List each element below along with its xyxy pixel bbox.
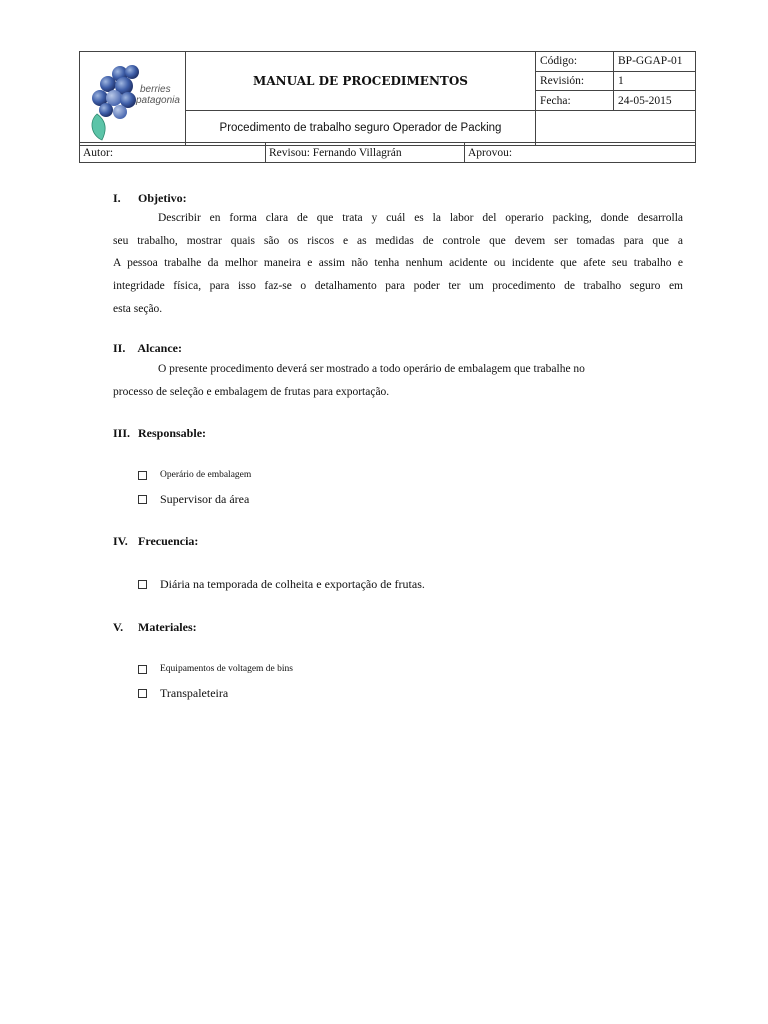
- section-number: I.: [113, 191, 121, 205]
- section-number: II.: [113, 341, 126, 355]
- paragraph-line: esta seção.: [113, 302, 163, 315]
- section-title: Materiales:: [138, 620, 197, 634]
- empty-meta-cell: [536, 110, 696, 145]
- signature-row: [79, 142, 696, 163]
- checkbox-icon: [138, 665, 147, 674]
- section-objetivo-body: [113, 207, 683, 321]
- revision-label: Revisión:: [536, 71, 614, 91]
- paragraph-line: seu trabalho, mostrar quais são os riscos e as medidas de controle que devem ser tomadas para que a: [113, 234, 683, 247]
- date-label: Fecha:: [536, 91, 614, 111]
- section-number: IV.: [113, 534, 128, 548]
- author-cell: Autor:: [80, 143, 266, 163]
- checkbox-icon: [138, 689, 147, 698]
- list-item-label: Equipamentos de voltagem de bins: [160, 664, 293, 674]
- berries-logo-icon: [80, 52, 193, 142]
- list-item: [138, 492, 249, 507]
- checkbox-icon: [138, 471, 147, 480]
- document-header: [79, 51, 696, 146]
- section-frecuencia-heading: [113, 534, 198, 549]
- approver-cell: Aprovou:: [465, 143, 696, 163]
- checkbox-icon: [138, 580, 147, 589]
- document-title: MANUAL DE PROCEDIMENTOS: [186, 52, 536, 111]
- section-alcance-body: [113, 358, 658, 403]
- section-title: Alcance:: [137, 341, 182, 355]
- date-value: 24-05-2015: [614, 91, 696, 111]
- section-materiales-heading: [113, 620, 197, 635]
- svg-text:patagonia: patagonia: [136, 95, 180, 106]
- paragraph-line: O presente procedimento deverá ser mostrado a todo operário de embalagem que trabalhe no: [158, 363, 585, 375]
- list-item: [138, 470, 251, 480]
- section-title: Responsable:: [138, 426, 207, 440]
- reviewer-cell: Revisou: Fernando Villagrán: [266, 143, 465, 163]
- list-item: [138, 686, 228, 701]
- section-title: Objetivo:: [138, 191, 187, 205]
- svg-text:berries: berries: [140, 84, 171, 95]
- revision-value: 1: [614, 71, 696, 91]
- section-title: Frecuencia:: [138, 534, 199, 548]
- section-number: V.: [113, 620, 124, 634]
- list-item: [138, 664, 293, 674]
- code-label: Código:: [536, 52, 614, 72]
- paragraph-line: Describir en forma clara de que trata y cuál es la labor del operario packing, donde desarrolla: [158, 212, 683, 224]
- section-number: III.: [113, 426, 131, 440]
- list-item-label: Supervisor da área: [160, 492, 250, 506]
- code-value: BP-GGAP-01: [614, 52, 696, 72]
- list-item-label: Operário de embalagem: [160, 470, 252, 480]
- section-alcance-heading: [113, 341, 182, 356]
- document-subtitle: Procedimento de trabalho seguro Operador de Packing: [186, 110, 536, 145]
- paragraph-line: integridade física, para isso faz-se o detalhamento para poder ter um procedimento de trabalho seguro em: [113, 280, 683, 293]
- list-item: [138, 577, 425, 592]
- company-logo: [80, 52, 186, 146]
- checkbox-icon: [138, 495, 147, 504]
- section-responsable-heading: [113, 426, 206, 441]
- paragraph-line: A pessoa trabalhe da melhor maneira e assim não tenha nenhum acidente ou incidente que afete seu trabalho e: [113, 257, 683, 270]
- section-objetivo-heading: [113, 191, 187, 206]
- list-item-label: Transpaleteira: [160, 686, 229, 700]
- list-item-label: Diária na temporada de colheita e exportação de frutas.: [160, 577, 425, 591]
- paragraph-line: processo de seleção e embalagem de frutas para exportação.: [113, 385, 390, 398]
